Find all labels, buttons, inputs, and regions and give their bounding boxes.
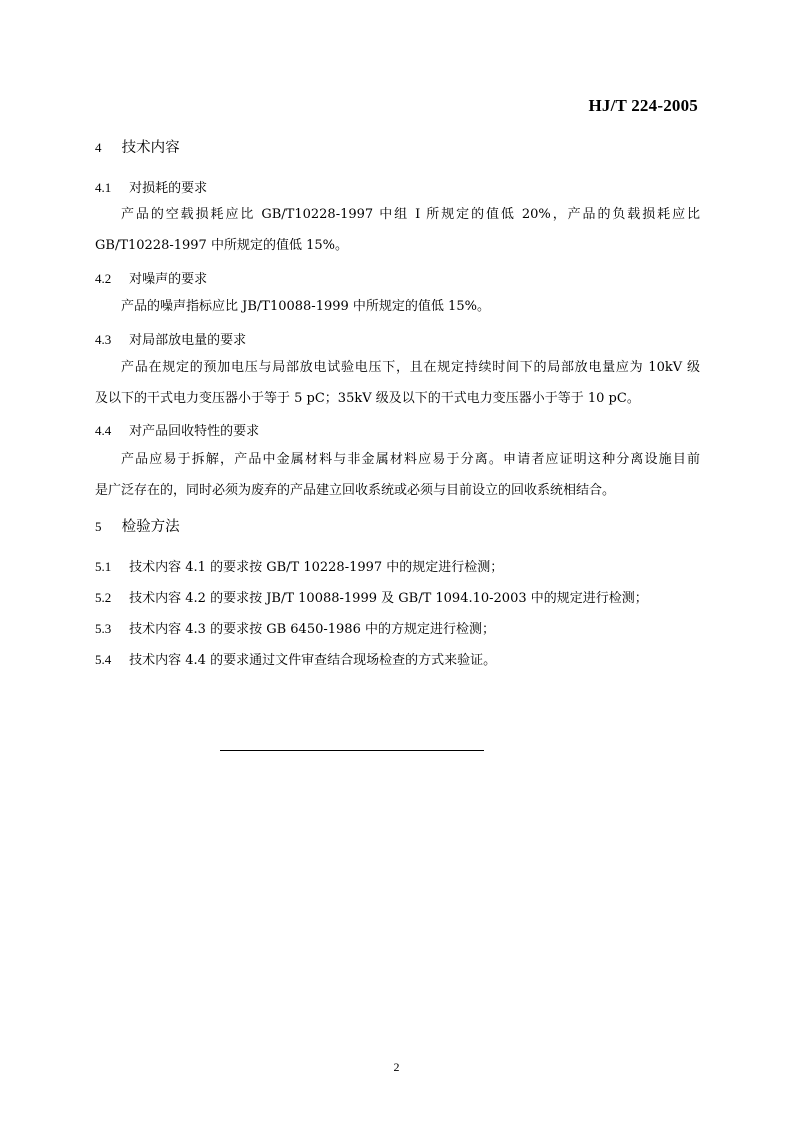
paragraph-line: 产品在规定的预加电压与局部放电试验电压下，且在规定持续时间下的局部放电量应为 10kV 级 <box>121 360 700 375</box>
end-of-document-rule <box>220 750 484 751</box>
section-title: 技术内容 <box>121 140 180 156</box>
section-number: 5 <box>95 519 102 534</box>
item-text: 技术内容 4.4 的要求通过文件审查结合现场检查的方式来验证。 <box>129 653 497 668</box>
subsection-number: 4.1 <box>95 180 112 195</box>
item-text: 技术内容 4.3 的要求按 GB 6450-1986 中的方规定进行检测； <box>129 622 495 637</box>
inspection-item-5-3 <box>95 618 495 637</box>
inspection-item-5-1 <box>95 556 503 575</box>
item-number: 5.2 <box>95 590 112 605</box>
inspection-item-5-4 <box>95 649 496 668</box>
item-number: 5.3 <box>95 621 112 636</box>
subsection-number: 4.3 <box>95 332 112 347</box>
subsection-number: 4.2 <box>95 271 112 286</box>
subsection-4-2-heading <box>95 268 207 287</box>
section-number: 4 <box>95 140 102 155</box>
standard-code: HJ/T 224-2005 <box>588 96 698 115</box>
item-number: 5.4 <box>95 652 112 667</box>
subsection-4-4-heading <box>95 420 259 439</box>
item-number: 5.1 <box>95 559 112 574</box>
subsection-4-4-paragraph <box>95 444 700 506</box>
subsection-number: 4.4 <box>95 423 112 438</box>
item-text: 技术内容 4.1 的要求按 GB/T 10228-1997 中的规定进行检测； <box>129 560 504 575</box>
subsection-title: 对局部放电量的要求 <box>129 333 247 348</box>
section-4-heading <box>95 136 180 157</box>
paragraph-line: GB/T10228-1997 中所规定的值低 15%。 <box>95 238 348 253</box>
subsection-4-1-paragraph <box>95 199 700 261</box>
section-5-heading <box>95 515 180 536</box>
paragraph-line: 及以下的干式电力变压器小于等于 5 pC；35kV 级及以下的干式电力变压器小于等于 10 pC。 <box>95 391 640 406</box>
paragraph-line: 产品应易于拆解，产品中金属材料与非金属材料应易于分离。申请者应证明这种分离设施目前 <box>121 452 700 467</box>
subsection-title: 对产品回收特性的要求 <box>129 424 260 439</box>
subsection-title: 对噪声的要求 <box>129 272 208 287</box>
paragraph-line: 产品的空载损耗应比 GB/T10228-1997 中组 I 所规定的值低 20%，产品的负载损耗应比 <box>121 207 700 222</box>
inspection-item-5-2 <box>95 587 648 606</box>
item-text: 技术内容 4.2 的要求按 JB/T 10088-1999 及 GB/T 1094.10-2003 中的规定进行检测； <box>129 591 648 606</box>
subsection-4-3-paragraph <box>95 352 700 414</box>
subsection-4-3-heading <box>95 329 246 348</box>
paragraph-line: 产品的噪声指标应比 JB/T10088-1999 中所规定的值低 15%。 <box>121 299 490 314</box>
section-title: 检验方法 <box>121 519 180 535</box>
subsection-title: 对损耗的要求 <box>129 181 208 196</box>
subsection-4-1-heading <box>95 177 207 196</box>
paragraph-line: 是广泛存在的，同时必须为废弃的产品建立回收系统或必须与目前设立的回收系统相结合。 <box>95 483 616 498</box>
page-number: 2 <box>393 1060 400 1074</box>
subsection-4-2-paragraph <box>95 291 700 322</box>
